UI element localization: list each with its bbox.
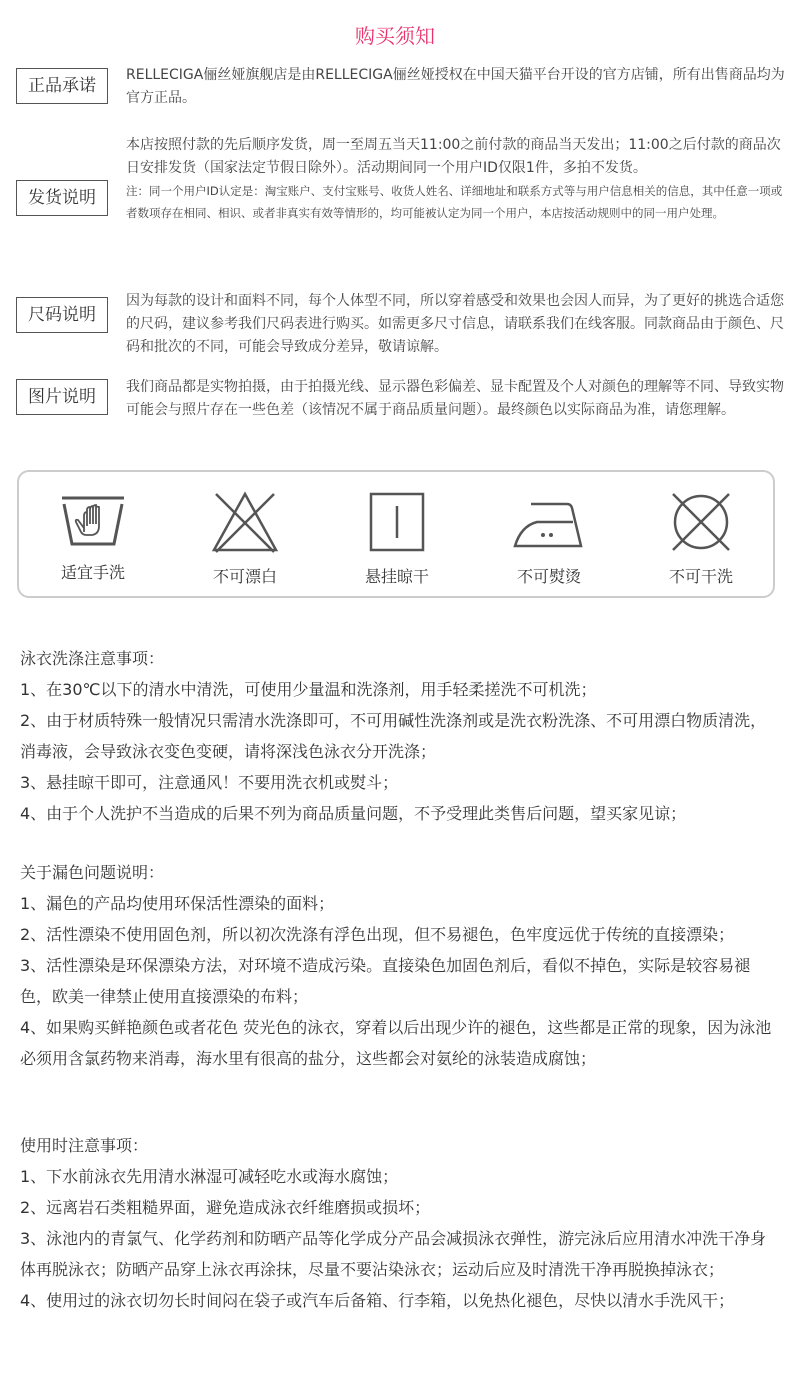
section-use [20, 1130, 780, 1316]
fade-item: 1、漏色的产品均使用环保活性漂染的面料； [20, 894, 335, 913]
section-fade [20, 857, 780, 1074]
tag-photo: 图片说明 [16, 379, 108, 415]
section-wash [20, 643, 780, 829]
shipping-main-text: 本店按照付款的先后顺序发货，周一至周五当天11:00之前付款的商品当天发出；11:00之后付款的商品次日安排发货（国家法定节假日除外）。活动期间同一个用户ID仅限1件，多拍不发货。 [126, 137, 781, 176]
fade-item: 3、活性漂染是环保漂染方法，对环境不造成污染。直接染色加固色剂后，看似不掉色，实际是较容易褪色，欧美一律禁止使用直接漂染的布料； [20, 956, 751, 1006]
care-item-no-dry-clean [631, 490, 771, 590]
care-label-line-dry: 悬挂晾干 [364, 567, 429, 586]
wash-heading: 泳衣洗涤注意事项： [20, 649, 165, 668]
tag-shipping: 发货说明 [16, 180, 108, 216]
wash-item: 3、悬挂晾干即可，注意通风！不要用洗衣机或熨斗； [20, 773, 399, 792]
care-label-no-dry-clean: 不可干洗 [668, 567, 733, 586]
wash-item: 4、由于个人洗护不当造成的后果不列为商品质量问题，不予受理此类售后问题，望买家见谅； [20, 804, 687, 823]
use-item: 4、使用过的泳衣切勿长时间闷在袋子或汽车后备箱、行李箱，以免热化褪色，尽快以清水手洗风干； [20, 1291, 735, 1310]
line-dry-icon [362, 490, 432, 554]
tag-size: 尺码说明 [16, 297, 108, 333]
care-label-no-bleach: 不可漂白 [212, 567, 277, 586]
fade-item: 4、如果购买鲜艳颜色或者花色 荧光色的泳衣，穿着以后出现少许的褪色，这些都是正常的现象，因为泳池必须用含氯药物来消毒，海水里有很高的盐分，这些都会对氨纶的泳装造成腐蚀； [20, 1018, 772, 1068]
info-photo-text: 我们商品都是实物拍摄，由于拍摄光线、显示器色彩偏差、显卡配置及个人对颜色的理解等不同、导致实物可能会与照片存在一些色差（该情况不属于商品质量问题）。最终颜色以实际商品为准，请您理解。 [126, 379, 784, 418]
info-size-text: 因为每款的设计和面料不同，每个人体型不同，所以穿着感受和效果也会因人而异，为了更好的挑选合适您的尺码，建议参考我们尺码表进行购买。如需更多尺寸信息，请联系我们在线客服。同款商品由于颜色、尺码和批次的不同，可能会导致成分差异，敬请谅解。 [126, 293, 784, 355]
no-bleach-icon [210, 490, 280, 554]
no-dry-clean-icon [666, 490, 736, 554]
shipping-note-text: 注：同一个用户ID认定是：淘宝账户、支付宝账号、收货人姓名、详细地址和联系方式等与用户信息相关的信息，其中任意一项或者数项存在相同、相识、或者非真实有效等情形的，均可能被认定为同一个用户，本店按活动规则中的同一用户处理。 [126, 184, 783, 220]
care-label-hand-wash: 适宜手洗 [60, 563, 125, 582]
use-item: 1、下水前泳衣先用清水淋湿可减轻吃水或海水腐蚀； [20, 1167, 399, 1186]
care-item-hand-wash [23, 490, 163, 590]
fade-item: 2、活性漂染不使用固色剂，所以初次洗涤有浮色出现，但不易褪色，色牢度远优于传统的直接漂染； [20, 925, 735, 944]
info-genuine-text: RELLECIGA俪丝娅旗舰店是由RELLECIGA俪丝娅授权在中国天猫平台开设的官方店铺，所有出售商品均为官方正品。 [126, 67, 785, 106]
page-title: 购买须知 [355, 24, 435, 48]
care-symbols-panel [17, 470, 775, 598]
fade-heading: 关于漏色问题说明： [20, 863, 165, 882]
wash-item: 2、由于材质特殊一般情况只需清水洗涤即可，不可用碱性洗涤剂或是洗衣粉洗涤、不可用漂白物质清洗，消毒液，会导致泳衣变色变硬，请将深浅色泳衣分开洗涤； [20, 711, 767, 761]
care-item-line-dry [327, 490, 467, 590]
use-item: 3、泳池内的青氯气、化学药剂和防晒产品等化学成分产品会减损泳衣弹性，游完泳后应用清水冲洗干净身体再脱泳衣；防晒产品穿上泳衣再涂抹，尽量不要沾染泳衣；运动后应及时清洗干净再脱换掉泳衣； [20, 1229, 767, 1279]
use-heading: 使用时注意事项： [20, 1136, 149, 1155]
hand-wash-icon [58, 490, 128, 550]
info-shipping-text [126, 134, 786, 224]
use-item: 2、远离岩石类粗糙界面，避免造成泳衣纤维磨损或损坏； [20, 1198, 431, 1217]
wash-item: 1、在30℃以下的清水中清洗，可使用少量温和洗涤剂，用手轻柔搓洗不可机洗； [20, 680, 597, 699]
care-label-no-iron: 不可熨烫 [516, 567, 581, 586]
care-item-no-bleach [175, 490, 315, 590]
care-item-no-iron [479, 490, 619, 590]
tag-genuine: 正品承诺 [16, 68, 108, 104]
no-iron-icon [511, 490, 587, 554]
